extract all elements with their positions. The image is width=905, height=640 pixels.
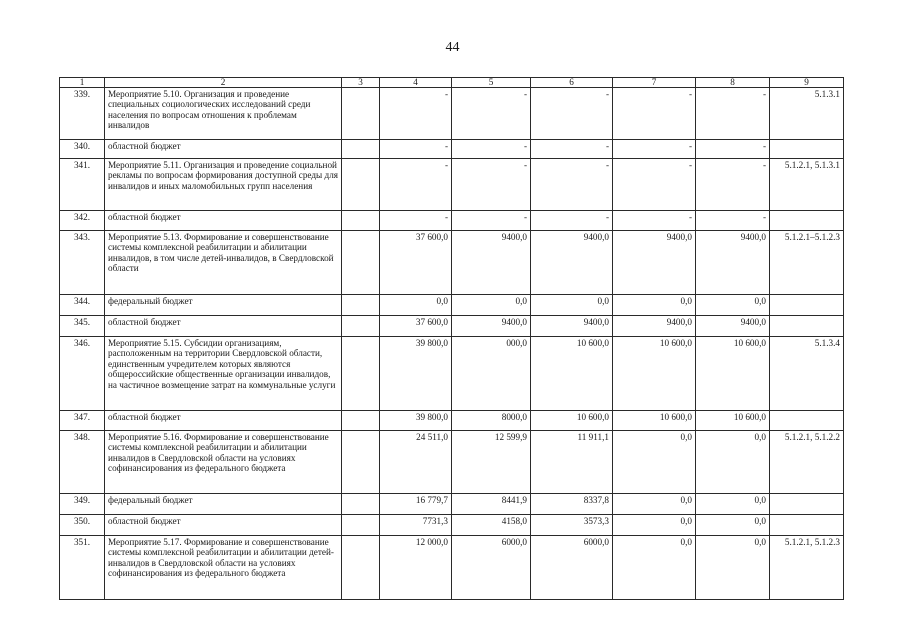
table-row [60, 494, 844, 515]
cell-col5: 12 599,9 [452, 431, 531, 494]
row-number: 347. [60, 411, 105, 431]
row-number: 346. [60, 337, 105, 411]
cell-col4: 16 779,7 [380, 494, 452, 515]
row-description: областной бюджет [105, 411, 342, 431]
cell-col5: 9400,0 [452, 316, 531, 337]
cell-col8: 10 600,0 [696, 337, 770, 411]
table-row [60, 515, 844, 536]
cell-col7: 0,0 [613, 431, 696, 494]
header-cell: 1 [60, 78, 105, 88]
table-row [60, 295, 844, 316]
cell-col4: 24 511,0 [380, 431, 452, 494]
cell-col8: 0,0 [696, 494, 770, 515]
row-description: Мероприятие 5.15. Субсидии организациям, расположенным на территории Свердловской области, единственным учредителем которых являются общероссийские общественные организации инвалидов, на частичное возмещение затрат на коммунальные услуги [105, 337, 342, 411]
table-row [60, 211, 844, 231]
row-number: 345. [60, 316, 105, 337]
cell-col6: 11 911,1 [531, 431, 613, 494]
cell-col4: - [380, 159, 452, 211]
cell-col9 [770, 316, 844, 337]
table-row [60, 231, 844, 295]
cell-col3 [342, 431, 380, 494]
cell-col9 [770, 295, 844, 316]
row-description: областной бюджет [105, 140, 342, 159]
row-description: федеральный бюджет [105, 494, 342, 515]
cell-col5: 8441,9 [452, 494, 531, 515]
cell-col3 [342, 159, 380, 211]
cell-col8: - [696, 140, 770, 159]
cell-col3 [342, 337, 380, 411]
header-row [60, 78, 844, 88]
cell-col5: - [452, 140, 531, 159]
table-row [60, 411, 844, 431]
cell-col5: - [452, 159, 531, 211]
cell-col3 [342, 411, 380, 431]
cell-col3 [342, 140, 380, 159]
cell-col9 [770, 515, 844, 536]
row-description: Мероприятие 5.11. Организация и проведение социальной рекламы по вопросам формирования доступной среды для инвалидов и иных маломобильных групп населения [105, 159, 342, 211]
cell-col7: 9400,0 [613, 316, 696, 337]
cell-col6: 9400,0 [531, 316, 613, 337]
cell-col4: 39 800,0 [380, 337, 452, 411]
cell-col9: 5.1.2.1–5.1.2.3 [770, 231, 844, 295]
cell-col4: 39 800,0 [380, 411, 452, 431]
cell-col4: 37 600,0 [380, 316, 452, 337]
cell-col9: 5.1.3.1 [770, 88, 844, 140]
cell-col9 [770, 140, 844, 159]
cell-col8: 0,0 [696, 515, 770, 536]
row-number: 341. [60, 159, 105, 211]
cell-col7: 0,0 [613, 515, 696, 536]
cell-col9 [770, 411, 844, 431]
header-cell: 6 [531, 78, 613, 88]
cell-col8: - [696, 211, 770, 231]
row-number: 343. [60, 231, 105, 295]
cell-col8: 9400,0 [696, 231, 770, 295]
cell-col3 [342, 231, 380, 295]
cell-col7: - [613, 140, 696, 159]
cell-col7: 10 600,0 [613, 337, 696, 411]
cell-col5: 8000,0 [452, 411, 531, 431]
cell-col4: 37 600,0 [380, 231, 452, 295]
cell-col3 [342, 515, 380, 536]
cell-col9: 5.1.2.1, 5.1.2.2 [770, 431, 844, 494]
cell-col9 [770, 494, 844, 515]
cell-col5: - [452, 211, 531, 231]
cell-col7: - [613, 211, 696, 231]
cell-col7: - [613, 159, 696, 211]
cell-col8: 10 600,0 [696, 411, 770, 431]
cell-col6: 0,0 [531, 295, 613, 316]
header-cell: 5 [452, 78, 531, 88]
header-cell: 9 [770, 78, 844, 88]
cell-col3 [342, 494, 380, 515]
row-number: 340. [60, 140, 105, 159]
cell-col6: - [531, 211, 613, 231]
header-cell: 4 [380, 78, 452, 88]
row-description: Мероприятие 5.16. Формирование и совершенствование системы комплексной реабилитации и абилитации инвалидов в Свердловской области на условиях софинансирования из федерального бюджета [105, 431, 342, 494]
cell-col4: - [380, 211, 452, 231]
cell-col6: 10 600,0 [531, 411, 613, 431]
cell-col8: - [696, 159, 770, 211]
row-description: Мероприятие 5.10. Организация и проведение специальных социологических исследований среди населения по вопросам отношения к проблемам инвалидов [105, 88, 342, 140]
table-row [60, 431, 844, 494]
cell-col4: 7731,3 [380, 515, 452, 536]
cell-col6: 3573,3 [531, 515, 613, 536]
cell-col6: 10 600,0 [531, 337, 613, 411]
cell-col9: 5.1.3.4 [770, 337, 844, 411]
cell-col5: 6000,0 [452, 536, 531, 600]
row-description: областной бюджет [105, 211, 342, 231]
table-row [60, 536, 844, 600]
cell-col8: 0,0 [696, 295, 770, 316]
cell-col3 [342, 536, 380, 600]
cell-col4: - [380, 88, 452, 140]
cell-col5: 000,0 [452, 337, 531, 411]
cell-col6: 8337,8 [531, 494, 613, 515]
row-description: Мероприятие 5.13. Формирование и совершенствование системы комплексной реабилитации и абилитации инвалидов, в том числе детей-инвалидов, в Свердловской области [105, 231, 342, 295]
row-number: 348. [60, 431, 105, 494]
table-row [60, 140, 844, 159]
cell-col9 [770, 211, 844, 231]
header-cell: 7 [613, 78, 696, 88]
cell-col7: 0,0 [613, 295, 696, 316]
table-row [60, 316, 844, 337]
cell-col3 [342, 211, 380, 231]
row-number: 349. [60, 494, 105, 515]
cell-col7: - [613, 88, 696, 140]
cell-col6: - [531, 140, 613, 159]
cell-col5: 4158,0 [452, 515, 531, 536]
row-number: 339. [60, 88, 105, 140]
cell-col4: - [380, 140, 452, 159]
row-number: 351. [60, 536, 105, 600]
header-cell: 8 [696, 78, 770, 88]
cell-col5: 9400,0 [452, 231, 531, 295]
budget-table [59, 77, 844, 600]
cell-col6: - [531, 159, 613, 211]
cell-col8: - [696, 88, 770, 140]
row-description: областной бюджет [105, 316, 342, 337]
cell-col4: 12 000,0 [380, 536, 452, 600]
cell-col5: - [452, 88, 531, 140]
cell-col6: - [531, 88, 613, 140]
cell-col9: 5.1.2.1, 5.1.3.1 [770, 159, 844, 211]
cell-col6: 6000,0 [531, 536, 613, 600]
cell-col4: 0,0 [380, 295, 452, 316]
row-description: Мероприятие 5.17. Формирование и совершенствование системы комплексной реабилитации и абилитации детей-инвалидов в Свердловской области на условиях софинансирования из федерального бюджета [105, 536, 342, 600]
cell-col7: 0,0 [613, 494, 696, 515]
row-number: 342. [60, 211, 105, 231]
cell-col3 [342, 316, 380, 337]
cell-col7: 10 600,0 [613, 411, 696, 431]
row-number: 344. [60, 295, 105, 316]
cell-col8: 0,0 [696, 536, 770, 600]
cell-col8: 9400,0 [696, 316, 770, 337]
table-row [60, 159, 844, 211]
cell-col7: 0,0 [613, 536, 696, 600]
row-number: 350. [60, 515, 105, 536]
cell-col7: 9400,0 [613, 231, 696, 295]
cell-col8: 0,0 [696, 431, 770, 494]
row-description: областной бюджет [105, 515, 342, 536]
header-cell: 2 [105, 78, 342, 88]
header-cell: 3 [342, 78, 380, 88]
cell-col3 [342, 295, 380, 316]
cell-col5: 0,0 [452, 295, 531, 316]
page-number: 44 [445, 40, 460, 55]
cell-col6: 9400,0 [531, 231, 613, 295]
cell-col9: 5.1.2.1, 5.1.2.3 [770, 536, 844, 600]
table-row [60, 88, 844, 140]
row-description: федеральный бюджет [105, 295, 342, 316]
cell-col3 [342, 88, 380, 140]
table-row [60, 337, 844, 411]
